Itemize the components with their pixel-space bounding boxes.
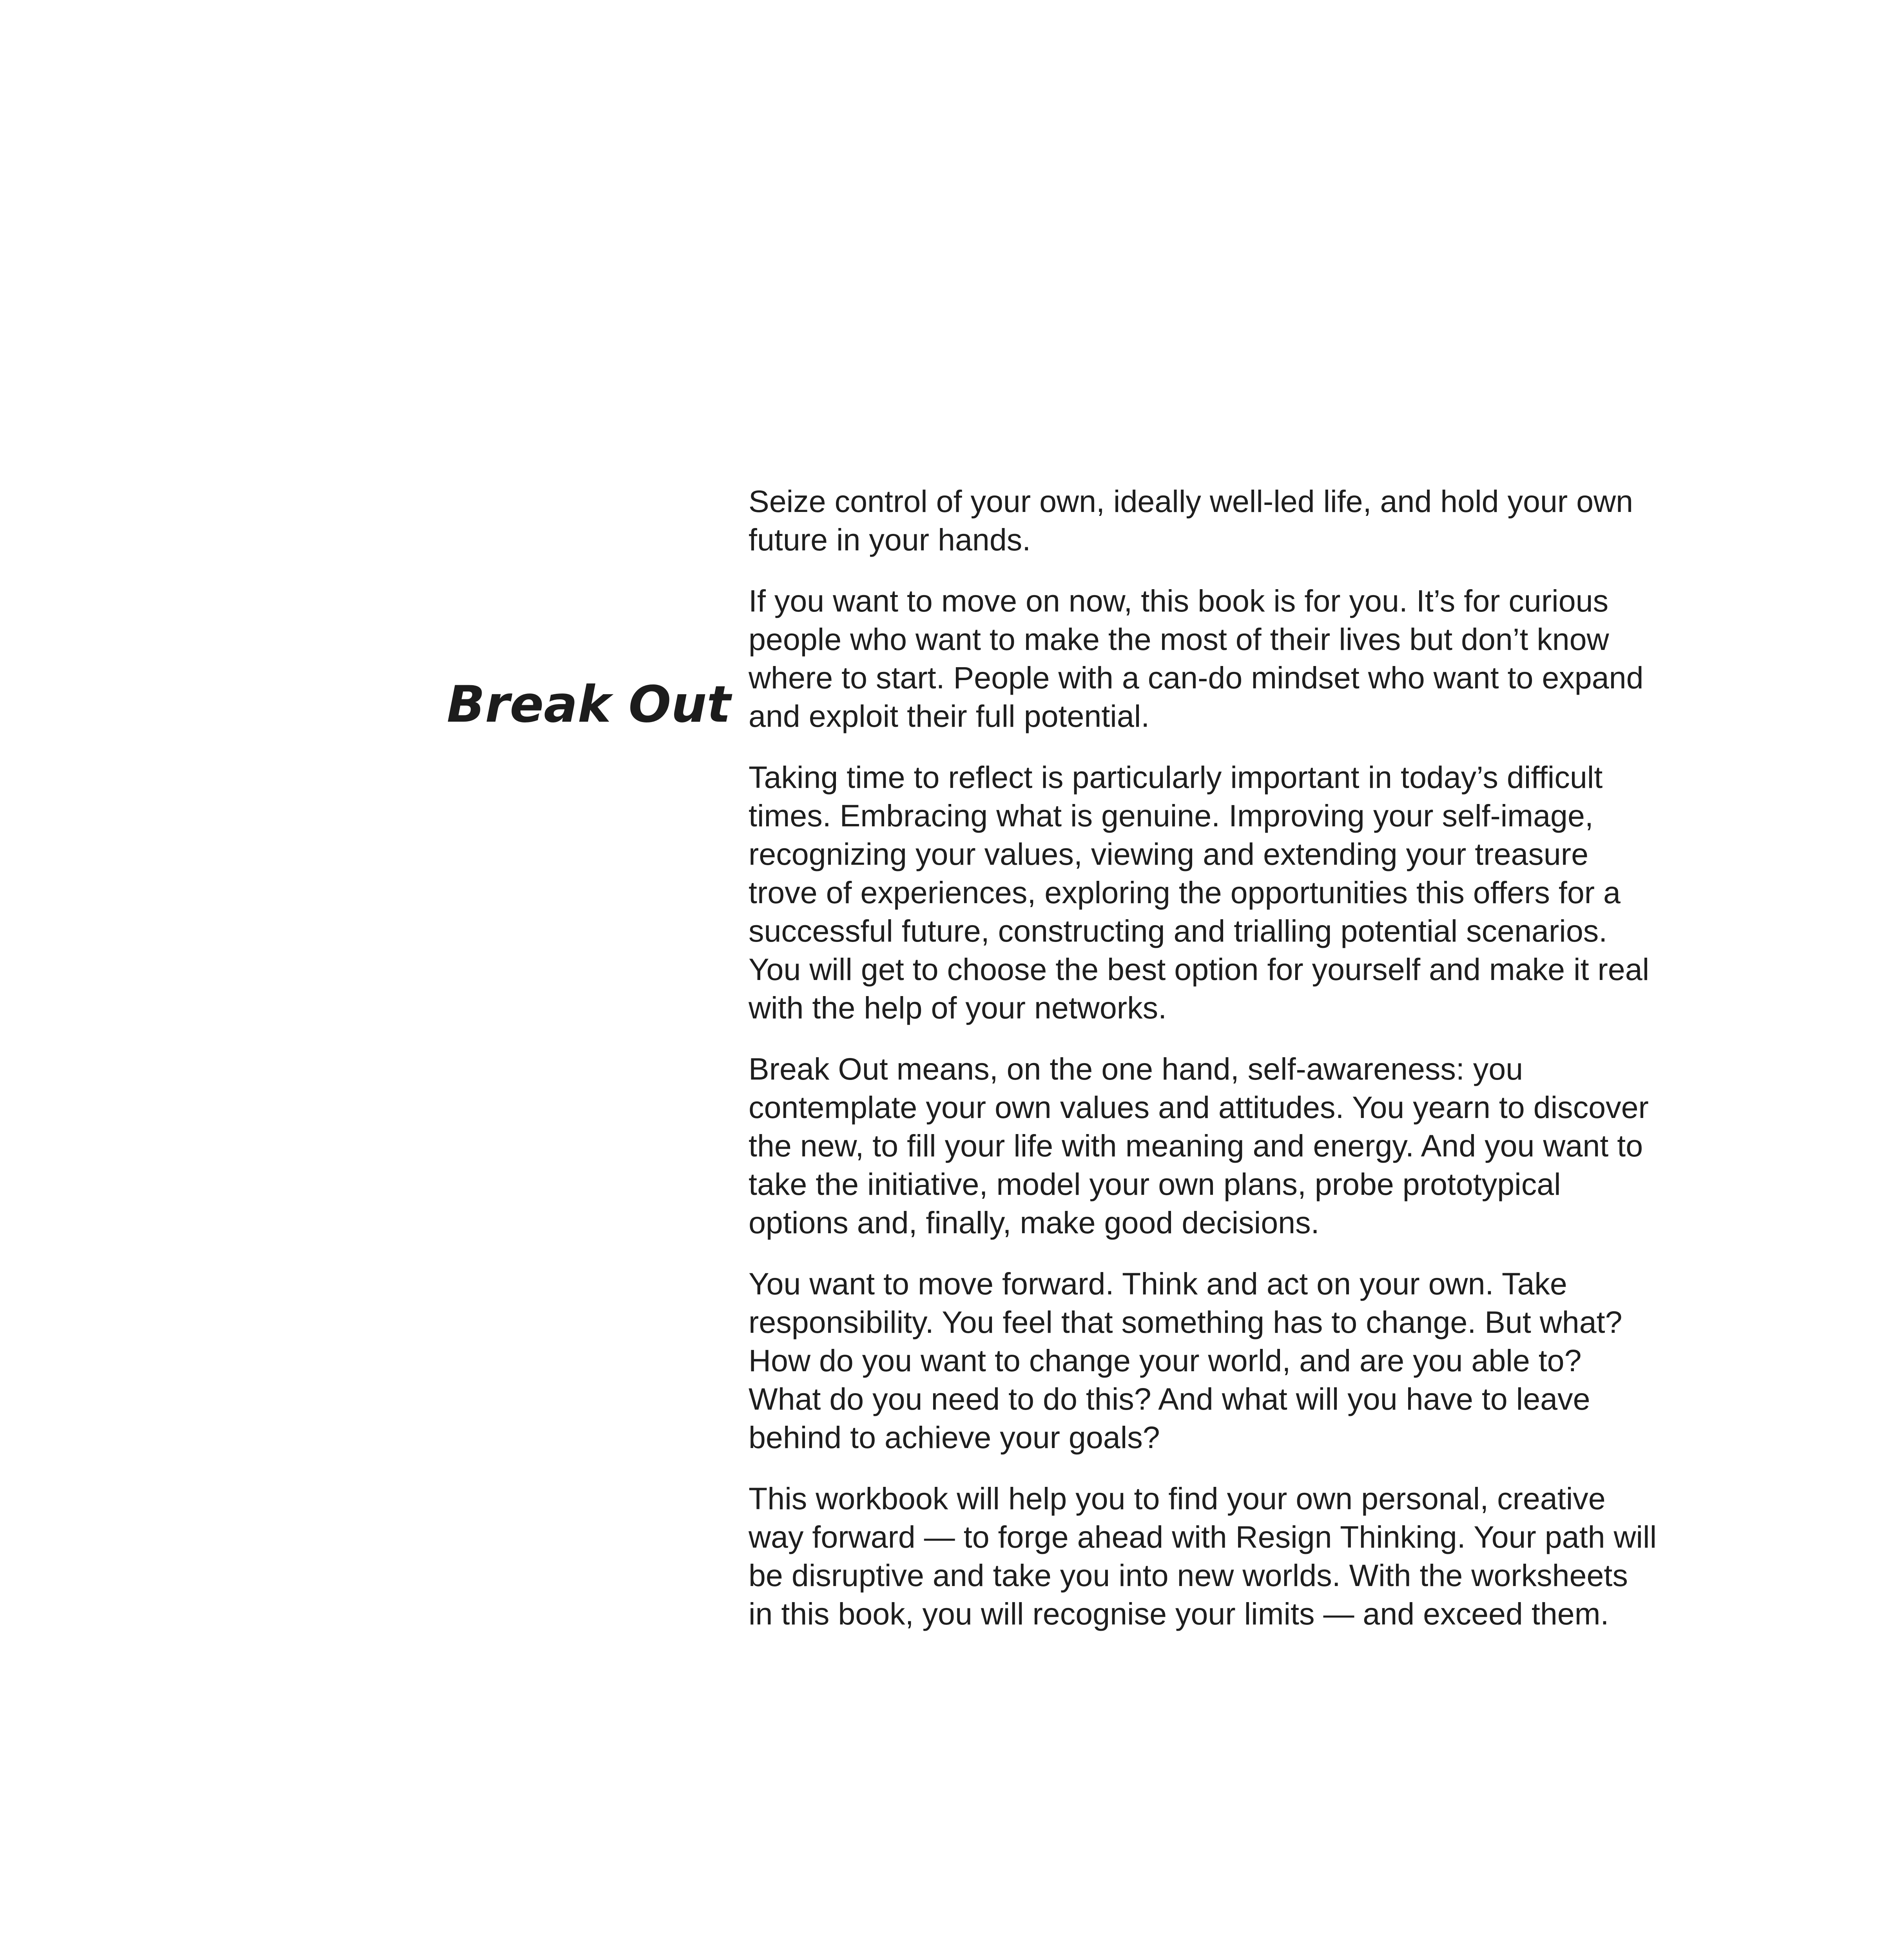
paragraph: Break Out means, on the one hand, self-awareness: you contemplate your own values and attitudes. You yearn to discover the new, to fill your life with meaning and energy. And you want to take the initiative, model your own plans, probe prototypical options and, finally, make good decisions. [749,1051,1649,1240]
paragraph: Seize control of your own, ideally well-led life, and hold your own future in your hands. [749,484,1633,557]
body-text [749,482,1658,1656]
paragraph: If you want to move on now, this book is for you. It’s for curious people who want to make the most of their lives but don’t know where to start. People with a can-do mindset who want to expand and exploit their full potential. [749,583,1644,733]
paragraph: You want to move forward. Think and act on your own. Take responsibility. You feel that something has to change. But what? How do you want to change your world, and are you able to? What do you need to do this? And what will you have to leave behind to achieve your goals? [749,1266,1622,1455]
section-heading: Break Out [447,675,731,734]
paragraph: This workbook will help you to find your own personal, creative way forward — to forge ahead with Resign Thinking. Your path will be disruptive and take you into new worlds. With the worksheets in this book, you will recognise your limits — and exceed them. [749,1481,1657,1631]
paragraph: Taking time to reflect is particularly important in today’s difficult times. Embracing what is genuine. Improving your self-image, recognizing your values, viewing and extending your treasure trove of experiences, exploring the opportunities this offers for a successful future, constructing and trialling potential scenarios. You will get to choose the best option for yourself and make it real with the help of your networks. [749,760,1650,1025]
